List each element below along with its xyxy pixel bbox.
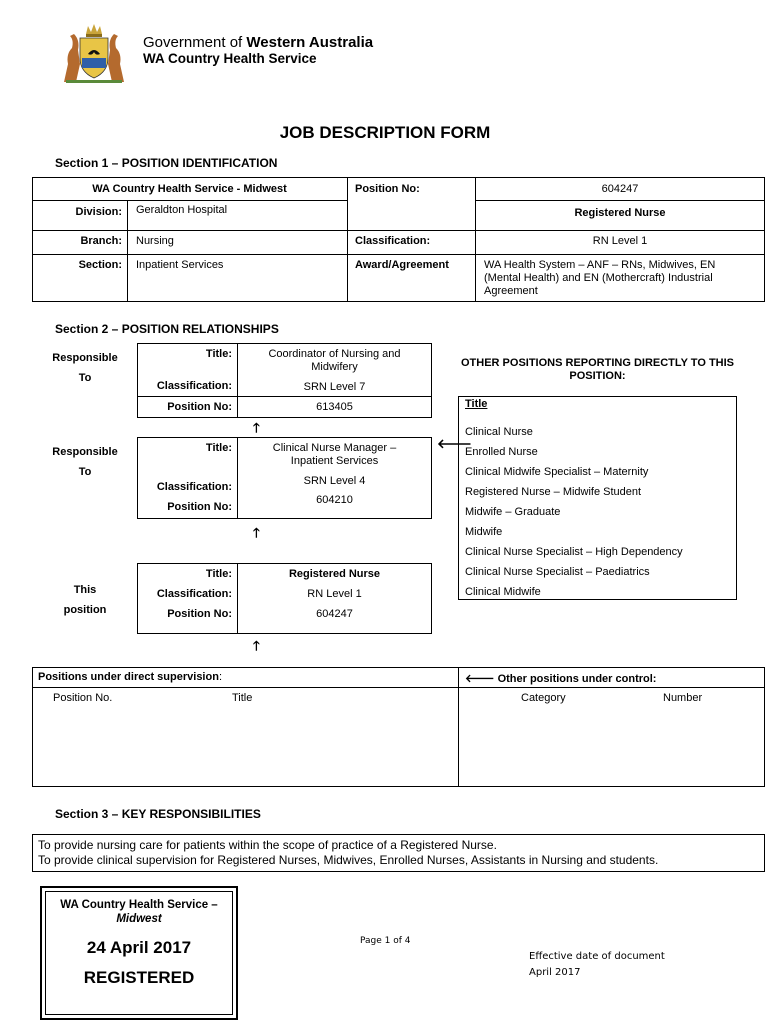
arrow-left-icon: 🡐 [437,436,472,451]
position-no-value: 604247 [601,183,639,195]
control-label [465,671,656,685]
org-name: WA Country Health Service - Midwest [92,183,287,195]
service-name: WA Country Health Service [143,51,317,66]
this-position-label [40,580,130,620]
section-value: Inpatient Services [136,259,224,271]
responsibility-line-2: To provide clinical supervision for Registered Nurses, Midwives, Enrolled Nurses, Assistants in Nursing and students. [38,853,659,867]
other-position-item: Midwife – Graduate [465,506,561,518]
other-positions-list [465,422,683,602]
col-title: Title [232,692,253,704]
responsible-text: Responsible [52,446,118,458]
stamp-status: REGISTERED [83,968,195,987]
wa-government-crest [58,24,130,84]
to-text: To [78,372,92,384]
position-no-label: Position No: [167,501,232,513]
responsible-text: Responsible [52,352,118,364]
award-label: Award/Agreement [355,259,449,271]
position-no-label: Position No: [355,183,420,195]
supervision-colon: : [218,671,222,683]
branch-value: Nursing [136,235,174,247]
other-title-header: Title [465,398,488,410]
classification-label: Classification: [156,481,232,493]
gov-prefix: Government of [143,34,247,51]
box2-title: Clinical Nurse Manager – Inpatient Services [272,442,397,467]
position-no-label: Position No: [167,401,232,413]
responsible-label-1 [40,348,130,388]
arrow-left-icon: 🡐 [465,673,498,685]
title-label: Title: [205,568,232,580]
title-label: Title: [205,348,232,360]
branch-label: Branch: [80,235,122,247]
classification-label: Classification: [355,235,431,247]
position-no-label: Position No: [167,608,232,620]
other-position-item: Registered Nurse – Midwife Student [465,486,642,498]
box2-classification: SRN Level 4 [303,475,366,487]
classification-label: Classification: [156,588,232,600]
section2-heading: Section 2 – POSITION RELATIONSHIPS [55,322,279,336]
responsibility-line-1: To provide nursing care for patients within the scope of practice of a Registered Nurse. [38,838,497,852]
arrow-up-icon: 🡑 [253,420,260,435]
supervision-label [38,671,222,683]
gov-bold: Western Australia [246,34,374,51]
other-position-item: Clinical Nurse Specialist – High Dependency [465,546,683,558]
division-label: Division: [75,206,122,218]
to-text: To [78,466,92,478]
box3-position-no: 604247 [316,608,353,620]
government-title [143,34,373,51]
other-positions-heading: OTHER POSITIONS REPORTING DIRECTLY TO THIS POSITION: [461,357,734,382]
award-value: WA Health System – ANF – RNs, Midwives, EN (Mental Health) and EN (Mothercraft) Industrial Agreement [484,259,716,297]
box1-position-no: 613405 [316,401,353,413]
responsible-label-2 [40,442,130,482]
section3-heading: Section 3 – KEY RESPONSIBILITIES [55,807,261,821]
stamp-date: 24 April 2017 [86,938,192,957]
arrow-up-icon: 🡑 [253,525,260,540]
other-position-item: Clinical Nurse Specialist – Paediatrics [465,566,650,578]
position-title: Registered Nurse [574,207,666,219]
this-text: This [73,584,97,596]
stamp-org-line1: WA Country Health Service – [60,899,218,911]
division-value: Geraldton Hospital [136,204,228,216]
title-label: Title: [205,442,232,454]
stamp-org-line2: Midwest [116,913,162,925]
other-position-item: Clinical Midwife [465,586,541,598]
position-text: position [63,604,107,616]
col-number: Number [663,692,703,704]
control-text: Other positions under control: [497,673,657,685]
effective-value: April 2017 [529,967,581,978]
box2-position-no: 604210 [316,494,353,506]
classification-value: RN Level 1 [592,235,648,247]
arrow-up-icon: 🡑 [253,638,260,653]
box1-title: Coordinator of Nursing and Midwifery [268,348,401,373]
other-position-item: Clinical Midwife Specialist – Maternity [465,466,649,478]
classification-label: Classification: [156,380,232,392]
supervision-text: Positions under direct supervision [38,671,219,683]
col-category: Category [521,692,566,704]
section1-heading: Section 1 – POSITION IDENTIFICATION [55,156,278,170]
box3-classification: RN Level 1 [307,588,362,600]
effective-label: Effective date of document [529,951,665,962]
page-number: Page 1 of 4 [360,936,411,946]
box1-classification: SRN Level 7 [303,381,366,393]
page-title: JOB DESCRIPTION FORM [279,123,491,142]
box3-title: Registered Nurse [288,568,381,580]
col-position-no: Position No. [53,692,113,704]
other-position-item: Midwife [465,526,503,538]
section-label: Section: [78,259,122,271]
other-position-item: Clinical Nurse [465,426,533,438]
other-position-item: Enrolled Nurse [465,446,538,458]
